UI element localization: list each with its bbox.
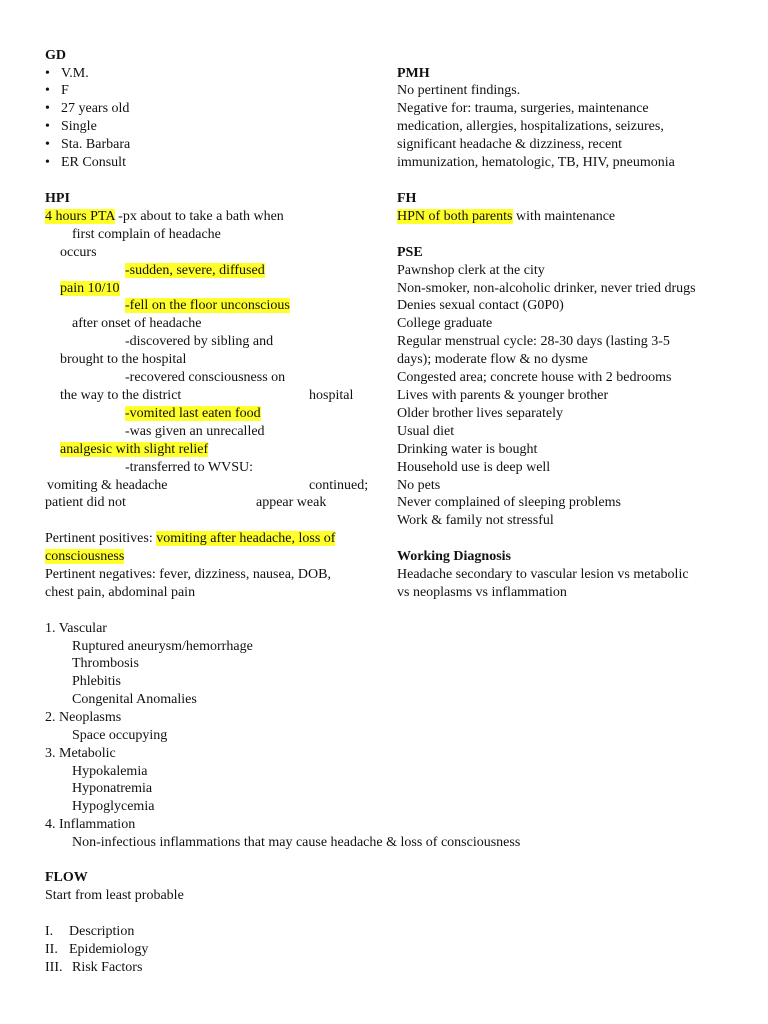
hpi-line: first complain of headache — [72, 227, 221, 242]
highlight: -vomited last eaten food — [125, 406, 261, 421]
bullet-icon: • — [45, 155, 50, 170]
hpi-line — [125, 297, 290, 315]
pse-line: Lives with parents & younger brother — [397, 388, 609, 403]
hpi-line: appear weak — [256, 495, 327, 510]
hpi-line: -transferred to WVSU: — [125, 460, 254, 475]
list-item: Hypokalemia — [72, 764, 148, 779]
list-item: Space occupying — [72, 728, 168, 743]
fh-line: HPN of both parents with maintenance — [397, 209, 616, 224]
hpi-line: -was given an unrecalled — [125, 424, 265, 439]
pse-line: Non-smoker, non-alcoholic drinker, never tried drugs — [397, 281, 696, 296]
gd-heading: GD — [45, 48, 66, 63]
highlight: 4 hours PTA — [45, 209, 115, 224]
hpi-line: -recovered consciousness on — [125, 370, 286, 385]
list-item: • V.M. — [45, 66, 89, 81]
pse-line: Pawnshop clerk at the city — [397, 263, 545, 278]
pse-heading: PSE — [397, 245, 423, 260]
list-item: Hypoglycemia — [72, 799, 155, 814]
ddx-group: 3. Metabolic — [45, 746, 116, 761]
hpi-line: vomiting & headache — [47, 478, 168, 493]
hpi-line: the way to the district — [60, 388, 182, 403]
bullet-icon: • — [45, 119, 50, 134]
hpi-line: patient did not — [45, 495, 126, 510]
list-item: • F — [45, 83, 69, 98]
ddx-group: 4. Inflammation — [45, 817, 136, 832]
list-item: Congenital Anomalies — [72, 692, 197, 707]
hpi-line: occurs — [60, 245, 97, 260]
hpi-line — [60, 441, 208, 459]
highlight: HPN of both parents — [397, 209, 513, 224]
bullet-icon: • — [45, 101, 50, 116]
pmh-line: medication, allergies, hospitalizations, seizures, — [397, 119, 664, 134]
pse-line: Regular menstrual cycle: 28-30 days (lasting 3-5 — [397, 334, 670, 349]
pertinent-negatives: Pertinent negatives: fever, dizziness, nausea, DOB, — [45, 567, 331, 582]
hpi-line — [125, 262, 265, 280]
list-item: • ER Consult — [45, 155, 126, 170]
list-item: III. Risk Factors — [45, 960, 143, 975]
list-item: Non-infectious inflammations that may cause headache & loss of consciousness — [72, 835, 521, 850]
pse-line: Never complained of sleeping problems — [397, 495, 621, 510]
hpi-line: brought to the hospital — [60, 352, 187, 367]
working-diagnosis-line: vs neoplasms vs inflammation — [397, 585, 567, 600]
bullet-icon: • — [45, 66, 50, 81]
list-item: II. Epidemiology — [45, 942, 149, 957]
pmh-line: No pertinent findings. — [397, 83, 521, 98]
pmh-line: immunization, hematologic, TB, HIV, pneumonia — [397, 155, 675, 170]
working-diagnosis-heading: Working Diagnosis — [397, 549, 511, 564]
highlight: -sudden, severe, diffused — [125, 263, 265, 278]
list-item: Hyponatremia — [72, 781, 153, 796]
hpi-line — [125, 405, 261, 423]
pse-line: Household use is deep well — [397, 460, 551, 475]
pse-line: Usual diet — [397, 424, 455, 439]
highlight: analgesic with slight relief — [60, 442, 209, 457]
highlight: vomiting after headache, loss of — [156, 531, 336, 546]
list-item: Ruptured aneurysm/hemorrhage — [72, 639, 253, 654]
flow-subtitle: Start from least probable — [45, 888, 184, 903]
pse-line: Denies sexual contact (G0P0) — [397, 298, 564, 313]
bullet-icon: • — [45, 83, 50, 98]
working-diagnosis-line: Headache secondary to vascular lesion vs metabolic — [397, 567, 689, 582]
hpi-line: hospital — [309, 388, 354, 403]
highlight: pain 10/10 — [60, 281, 120, 296]
bullet-icon: • — [45, 137, 50, 152]
list-item: Thrombosis — [72, 656, 139, 671]
pse-line: days); moderate flow & no dysme — [397, 352, 588, 367]
list-item: • 27 years old — [45, 101, 130, 116]
list-item: • Single — [45, 119, 97, 134]
flow-heading: FLOW — [45, 870, 88, 885]
hpi-heading: HPI — [45, 191, 70, 206]
hpi-line — [60, 280, 120, 298]
pse-line: Older brother lives separately — [397, 406, 563, 421]
pmh-line: significant headache & dizziness, recent — [397, 137, 623, 152]
pertinent-positives: Pertinent positives: vomiting after headache, loss of — [45, 531, 336, 546]
list-item: • Sta. Barbara — [45, 137, 131, 152]
highlight: -fell on the floor unconscious — [125, 298, 290, 313]
fh-heading: FH — [397, 191, 417, 206]
pmh-line: Negative for: trauma, surgeries, maintenance — [397, 101, 649, 116]
pse-line: Congested area; concrete house with 2 bedrooms — [397, 370, 672, 385]
pertinent-negatives-cont: chest pain, abdominal pain — [45, 585, 196, 600]
highlight: consciousness — [45, 549, 125, 564]
hpi-line: 4 hours PTA -px about to take a bath when — [45, 209, 284, 224]
list-item: Phlebitis — [72, 674, 122, 689]
list-item: I. Description — [45, 924, 135, 939]
hpi-line: after onset of headache — [72, 316, 202, 331]
ddx-group: 2. Neoplasms — [45, 710, 122, 725]
hpi-line: -discovered by sibling and — [125, 334, 274, 349]
pse-line: Work & family not stressful — [397, 513, 554, 528]
pertinent-positives-cont — [45, 548, 124, 566]
pse-line: College graduate — [397, 316, 493, 331]
ddx-group: 1. Vascular — [45, 621, 107, 636]
pse-line: Drinking water is bought — [397, 442, 538, 457]
pmh-heading: PMH — [397, 66, 430, 81]
hpi-line: continued; — [309, 478, 369, 493]
pse-line: No pets — [397, 478, 441, 493]
